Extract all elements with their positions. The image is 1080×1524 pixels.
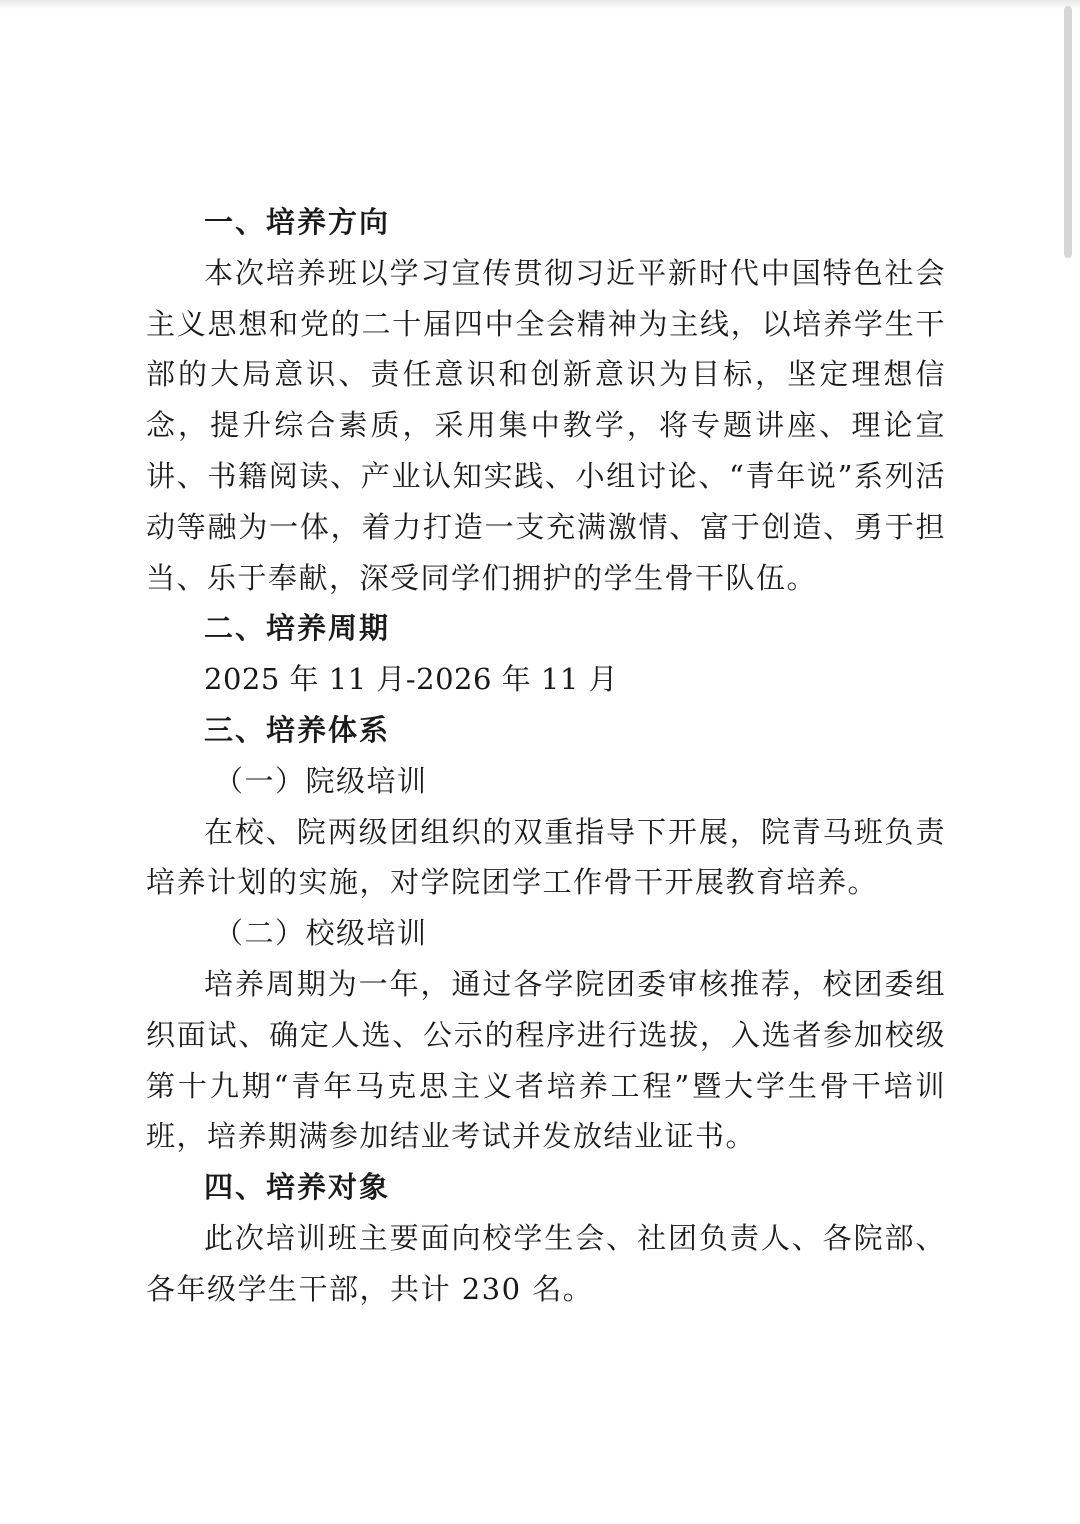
section-heading-direction: 一、培养方向 [204, 205, 391, 239]
paragraph-school-training: 培养周期为一年，通过各学院团委审核推荐，校团委组织面试、确定人选、公示的程序进行选拔，入选者参加校级第十九期“青年马克思主义者培养工程”暨大学生骨干培训班，培养期满参加结业考试并发放结业证书。 [146, 966, 946, 1154]
scrollbar-thumb[interactable] [1064, 6, 1072, 258]
section-heading-system: 三、培养体系 [204, 712, 391, 747]
paragraph-target: 此次培训班主要面向校学生会、社团负责人、各院部、各年级学生干部，共计 230 名。 [146, 1220, 946, 1306]
subheading-college-training: （一）院级培训 [214, 763, 428, 798]
document-body [146, 197, 946, 1315]
section-heading-target: 四、培养对象 [204, 1170, 391, 1205]
paragraph-direction: 本次培养班以学习宣传贯彻习近平新时代中国特色社会主义思想和党的二十届四中全会精神为主线，以培养学生干部的大局意识、责任意识和创新意识为目标，坚定理想信念，提升综合素质，采用集中教学，将专题讲座、理论宣讲、书籍阅读、产业认知实践、小组讨论、“青年说”系列活动等融为一体，着力打造一支充满激情、富于创造、勇于担当、乐于奉献，深受同学们拥护的学生骨干队伍。 [146, 255, 946, 595]
section-heading-period: 二、培养周期 [204, 611, 391, 646]
period-dates: 2025 年 11 月-2026 年 11 月 [204, 662, 619, 697]
top-shadow [0, 0, 1080, 10]
subheading-school-training: （二）校级培训 [214, 916, 428, 951]
paragraph-college-training: 在校、院两级团组织的双重指导下开展，院青马班负责培养计划的实施，对学院团学工作骨干开展教育培养。 [146, 814, 946, 900]
